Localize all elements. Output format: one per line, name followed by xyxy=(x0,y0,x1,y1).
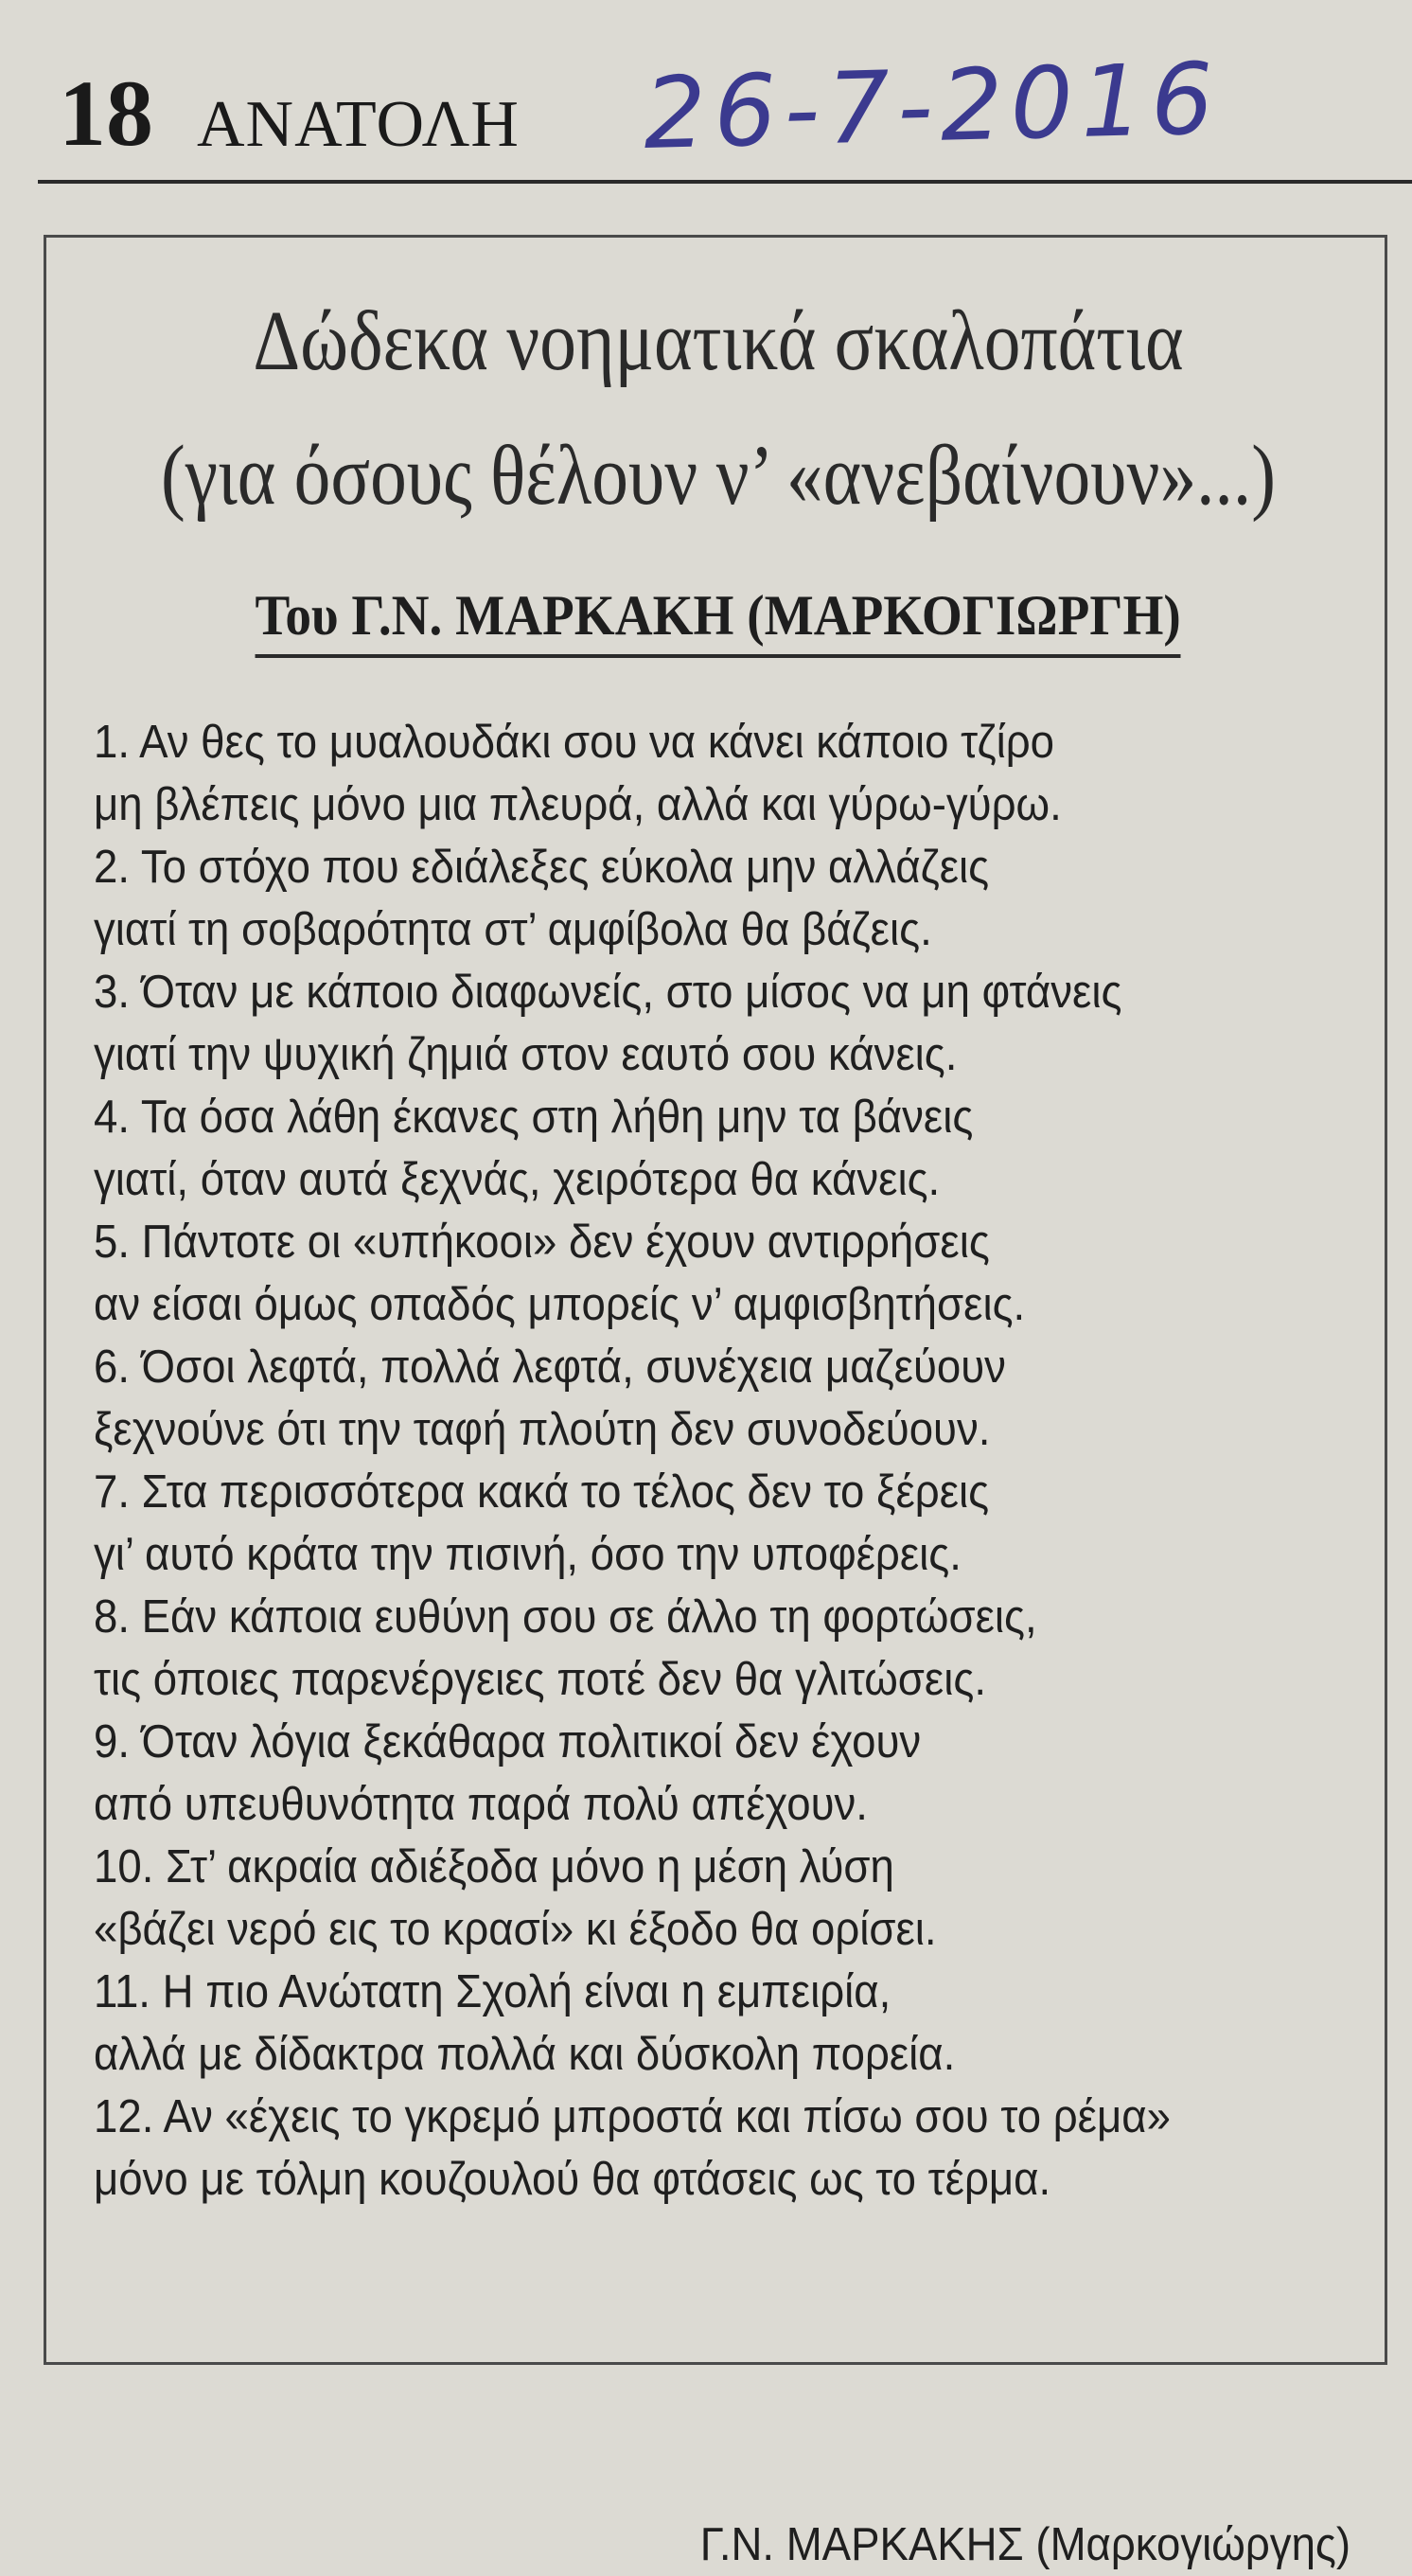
poem-line: 10. Στ’ ακραία αδιέξοδα μόνο η μέση λύση xyxy=(94,1841,894,1892)
poem-line: 8. Εάν κάποια ευθύνη σου σε άλλο τη φορτώσεις, xyxy=(94,1591,1037,1643)
masthead xyxy=(38,38,1412,180)
poem-line: 3. Όταν με κάποιο διαφωνείς, στο μίσος να μη φτάνεις xyxy=(94,967,1122,1018)
poem-line: μόνο με τόλμη κουζουλού θα φτάσεις ως το τέρμα. xyxy=(94,2154,1051,2205)
masthead-rule xyxy=(38,180,1412,184)
poem-line: 5. Πάντοτε οι «υπήκοοι» δεν έχουν αντιρρήσεις xyxy=(94,1217,990,1268)
poem-line: γιατί τη σοβαρότητα στ’ αμφίβολα θα βάζεις. xyxy=(94,904,932,955)
poem-line: τις όποιες παρενέργειες ποτέ δεν θα γλιτώσεις. xyxy=(94,1654,986,1705)
poem-line: γιατί την ψυχική ζημιά στον εαυτό σου κάνεις. xyxy=(94,1029,958,1080)
poem-line: 1. Αν θες το μυαλουδάκι σου να κάνει κάποιο τζίρο xyxy=(94,717,1054,768)
article-title-line-2: (για όσους θέλουν ν’ «ανεβαίνουν»...) xyxy=(160,429,1277,523)
poem-line: μη βλέπεις μόνο μια πλευρά, αλλά και γύρω-γύρω. xyxy=(94,779,1062,830)
poem-line: αν είσαι όμως οπαδός μπορείς ν’ αμφισβητήσεις. xyxy=(94,1279,1026,1330)
poem-line: 6. Όσοι λεφτά, πολλά λεφτά, συνέχεια μαζεύουν xyxy=(94,1341,1006,1393)
poem-line: γιατί, όταν αυτά ξεχνάς, χειρότερα θα κάνεις. xyxy=(94,1154,941,1205)
poem-line: 12. Αν «έχεις το γκρεμό μπροστά και πίσω σου το ρέμα» xyxy=(94,2091,1171,2142)
poem-line: «βάζει νερό εις το κρασί» κι έξοδο θα ορίσει. xyxy=(94,1904,937,1955)
article-title-line-1: Δώδεκα νοηματικά σκαλοπάτια xyxy=(253,294,1184,388)
newspaper-name: ΑΝΑΤΟΛΗ xyxy=(197,88,520,161)
poem-line: 4. Τα όσα λάθη έκανες στη λήθη μην τα βάνεις xyxy=(94,1092,974,1143)
poem-line: ξεχνούνε ότι την ταφή πλούτη δεν συνοδεύουν. xyxy=(94,1404,991,1455)
poem-line: γι’ αυτό κράτα την πισινή, όσο την υποφέρεις. xyxy=(94,1529,962,1580)
page-number: 18 xyxy=(59,61,153,166)
handwritten-date: 26-7-2016 xyxy=(642,41,1223,171)
byline: Του Γ.Ν. ΜΑΡΚΑΚΗ (ΜΑΡΚΟΓΙΩΡΓΗ) xyxy=(256,580,1181,658)
poem-line: 2. Το στόχο που εδιάλεξες εύκολα μην αλλάζεις xyxy=(94,842,990,893)
poem-line: 7. Στα περισσότερα κακά το τέλος δεν το ξέρεις xyxy=(94,1466,990,1518)
poem-line: 11. Η πιο Ανώτατη Σχολή είναι η εμπειρία, xyxy=(94,1966,891,2017)
poem-line: αλλά με δίδακτρα πολλά και δύσκολη πορεία. xyxy=(94,2029,956,2080)
article-box xyxy=(44,235,1387,2570)
poem-lines xyxy=(94,711,1381,2211)
byline-container xyxy=(46,580,1390,658)
author-signature: Γ.Ν. ΜΑΡΚΑΚΗΣ (Μαρκογιώργης) xyxy=(699,2519,1350,2570)
poem-line: 9. Όταν λόγια ξεκάθαρα πολιτικοί δεν έχουν xyxy=(94,1716,922,1768)
poem-line: από υπευθυνότητα παρά πολύ απέχουν. xyxy=(94,1779,868,1830)
